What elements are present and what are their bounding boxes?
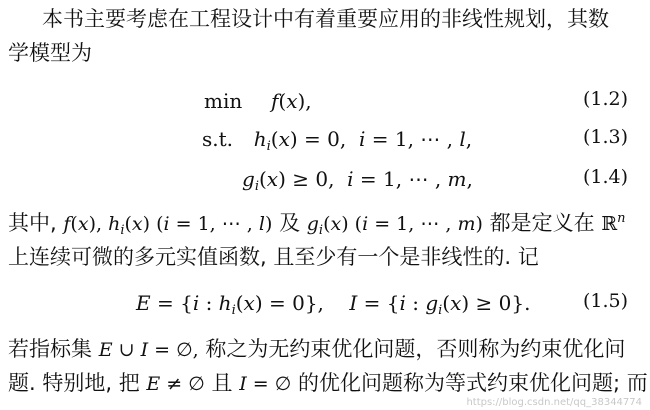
watermark: https://blog.csdn.net/qq_38344774 <box>466 397 642 408</box>
eq-sets-expr: E = {i : $h_i(x) = 0$}, I = {i : $g_i(x) \ge 0$}. <box>136 291 531 318</box>
equation-1-5 <box>136 288 530 318</box>
para2-math-2: $g_i(x) (i = 1$, ⋯ , m) <box>306 213 483 238</box>
equation-1-4 <box>242 164 473 194</box>
equation-number-1-4: (1.4) <box>582 166 628 188</box>
para2-line1 <box>8 208 625 239</box>
eq-min-expr: f(x), <box>270 89 312 113</box>
para1-line2: 学模型为 <box>8 41 92 65</box>
equation-number-1-2: (1.2) <box>582 88 628 110</box>
eq-ineq-expr: $g_i(x) \ge 0$, i = 1, ⋯ , m, <box>242 167 473 194</box>
para3-math-1: E ∪ I = ∅, <box>98 339 199 361</box>
para2-text-1: 其中, <box>8 211 57 235</box>
para2-text-3: 都是定义在 <box>489 211 595 235</box>
para3-text-4: 且 <box>211 371 233 395</box>
para3-text-1: 若指标集 <box>8 337 92 361</box>
eq-min-label: min <box>204 89 243 113</box>
para3-text-5: 的优化问题称为等式约束优化问题; 而 <box>297 371 648 395</box>
para2-math-1: f(x), $h_i(x) (i = 1$, ⋯ , l) <box>63 213 273 238</box>
para2-line2: 上连续可微的多元实值函数, 且至少有一个是非线性的. 记 <box>8 245 539 269</box>
equation-number-1-5: (1.5) <box>582 290 628 312</box>
eq-st-expr: $h_i(x) = 0$, i = 1, ⋯ , l, <box>253 127 473 154</box>
equation-number-1-3: (1.3) <box>582 126 628 148</box>
equation-1-2 <box>204 86 312 116</box>
para3-line1 <box>8 334 625 365</box>
para3-text-2: 称之为无约束优化问题，否则称为约束优化问 <box>205 337 626 361</box>
para3-math-2: E ≠ ∅ <box>146 373 205 395</box>
equation-1-3 <box>202 124 472 154</box>
para3-text-3: 题. 特别地, 把 <box>8 371 140 395</box>
para2-text-2: 及 <box>279 211 301 235</box>
eq-st-label: s.t. <box>202 127 234 151</box>
para3-line2 <box>8 368 648 399</box>
para3-math-3: I = ∅ <box>239 373 292 395</box>
para1-line1: 本书主要考虑在工程设计中有着重要应用的非线性规划，其数 <box>42 7 609 31</box>
para2-math-3: ℝ$^n$ <box>601 211 626 235</box>
